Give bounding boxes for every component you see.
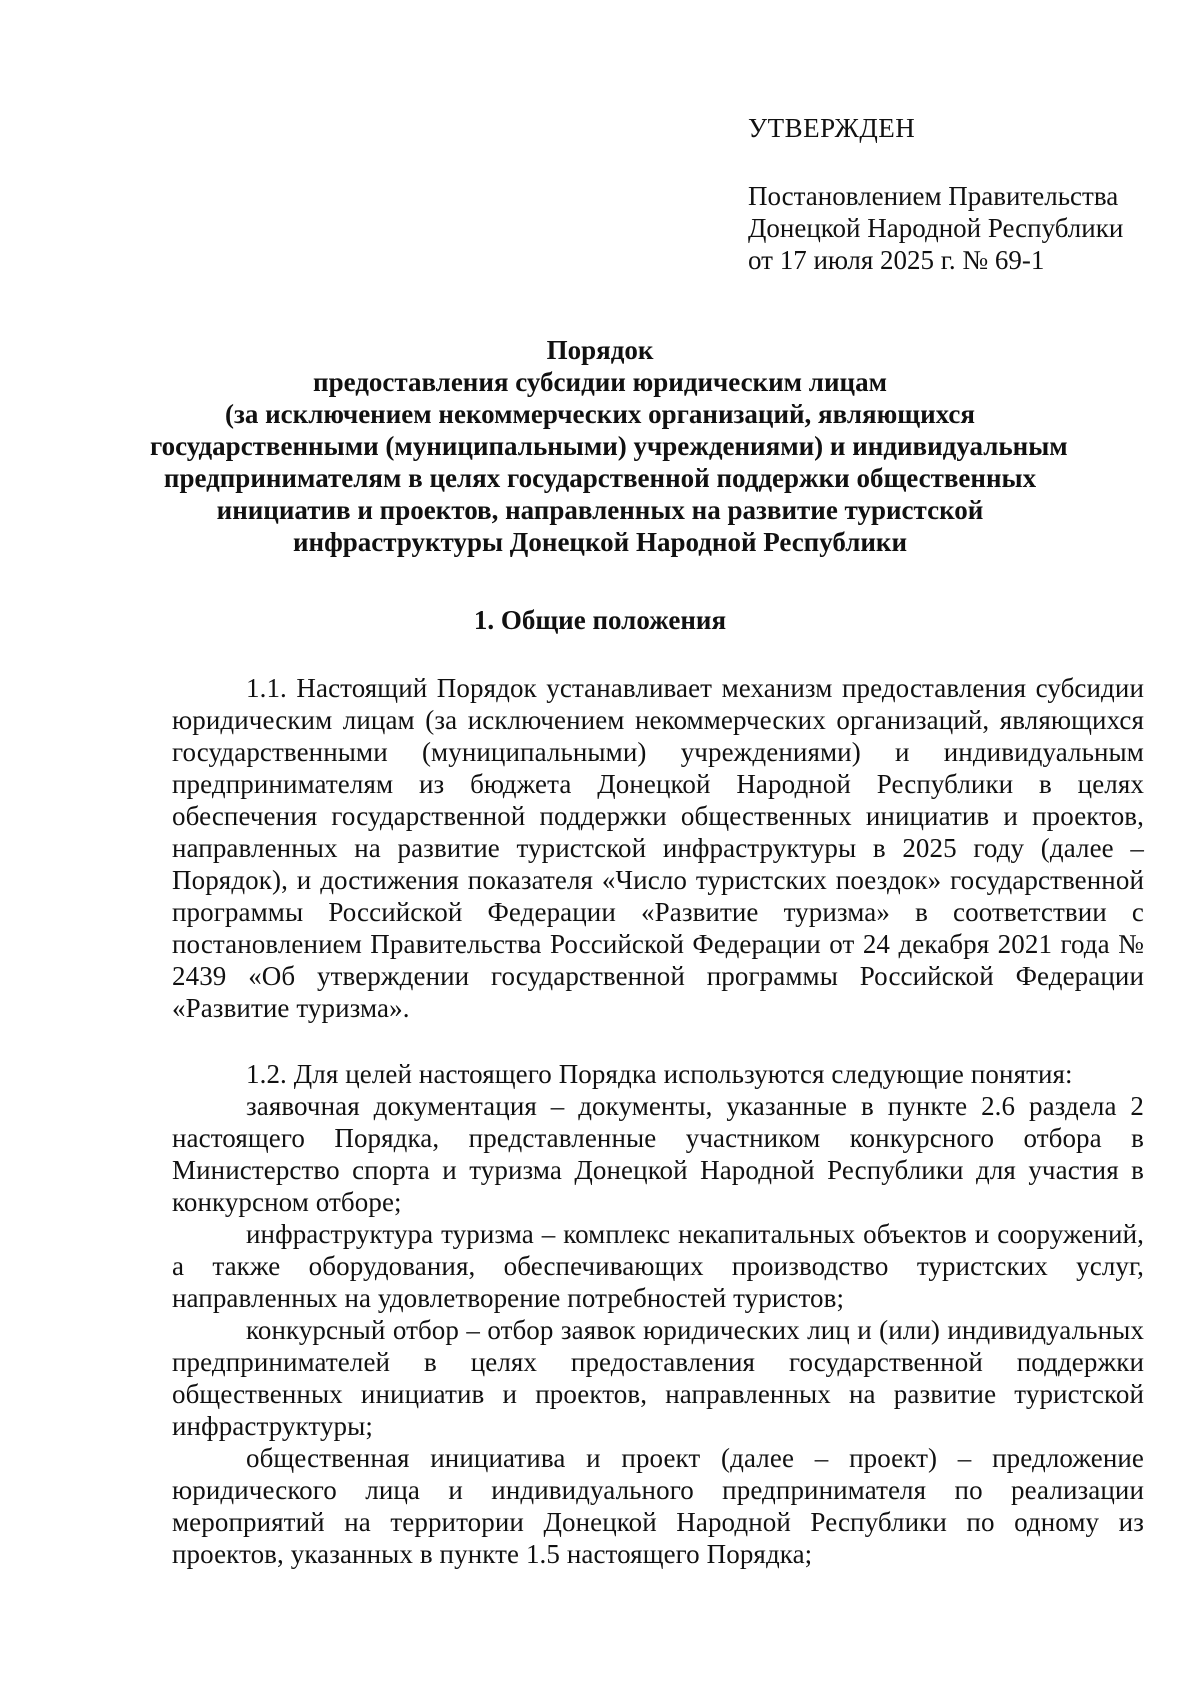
- title-line: инфраструктуры Донецкой Народной Республики: [292, 527, 908, 557]
- document-body: [172, 672, 1144, 1570]
- title-line: Порядок: [546, 335, 654, 365]
- approval-line: Постановлением Правительства: [748, 181, 1119, 211]
- title-line: государственными (муниципальными) учреждениями) и индивидуальным: [150, 431, 1068, 461]
- approval-line: от 17 июля 2025 г. № 69-1: [748, 245, 1045, 275]
- approval-heading: УТВЕРЖДЕН: [748, 113, 916, 143]
- title-line: предпринимателям в целях государственной поддержки общественных: [163, 463, 1037, 493]
- definition-tourism-infrastructure: инфраструктура туризма – комплекс некапитальных объектов и сооружений, а также оборудования, обеспечивающих производство туристских услуг, направленных на удовлетворение потребностей туристов;: [172, 1219, 1144, 1313]
- title-line: инициатив и проектов, направленных на развитие туристской: [216, 495, 984, 525]
- document-title: [150, 334, 1068, 558]
- section-heading: 1. Общие положения: [473, 605, 727, 635]
- approval-stamp-block: [748, 112, 1168, 276]
- approval-details: [748, 180, 1168, 276]
- paragraph-1-2: 1.2. Для целей настоящего Порядка используются следующие понятия:: [246, 1059, 1073, 1089]
- definition-public-initiative: общественная инициатива и проект (далее – проект) – предложение юридического лица и индивидуального предпринимателя по реализации мероприятий на территории Донецкой Народной Республики по одному из проектов, указанных в пункте 1.5 настоящего Порядка;: [172, 1443, 1144, 1569]
- title-line: предоставления субсидии юридическим лицам: [313, 367, 887, 397]
- definition-competitive-selection: конкурсный отбор – отбор заявок юридических лиц и (или) индивидуальных предпринимателей в целях предоставления государственной поддержки общественных инициатив и проектов, направленных на развитие туристской инфраструктуры;: [172, 1315, 1144, 1441]
- definition-application-docs: заявочная документация – документы, указанные в пункте 2.6 раздела 2 настоящего Порядка, представленные участником конкурсного отбора в Министерство спорта и туризма Донецкой Народной Республики для участия в конкурсном отборе;: [172, 1091, 1144, 1217]
- title-line: (за исключением некоммерческих организаций, являющихся: [225, 399, 975, 429]
- approval-line: Донецкой Народной Республики: [748, 213, 1124, 243]
- paragraph-1-1: 1.1. Настоящий Порядок устанавливает механизм предоставления субсидии юридическим лицам (за исключением некоммерческих организаций, являющихся государственными (муниципальными) учреждениями) и индивидуальным предпринимателям из бюджета Донецкой Народной Республики в целях обеспечения государственной поддержки общественных инициатив и проектов, направленных на развитие туристской инфраструктуры в 2025 году (далее – Порядок), и достижения показателя «Число туристских поездок» государственной программы Российской Федерации «Развитие туризма» в соответствии с постановлением Правительства Российской Федерации от 24 декабря 2021 года № 2439 «Об утверждении государственной программы Российской Федерации «Развитие туризма».: [172, 673, 1144, 1023]
